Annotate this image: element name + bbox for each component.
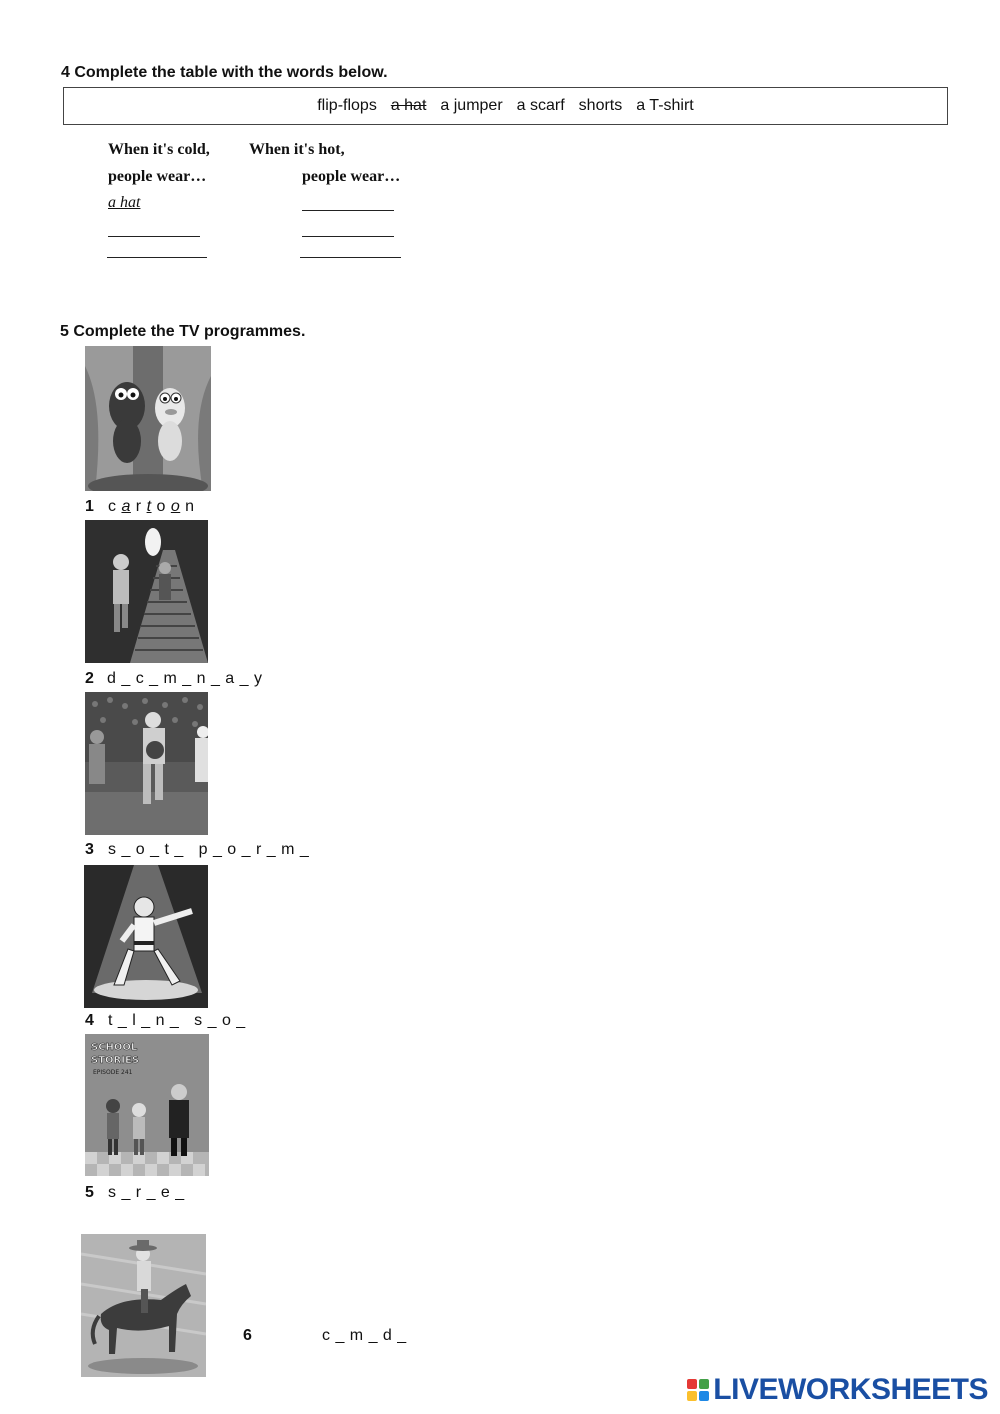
hot-answer-blank-1[interactable] [302, 196, 394, 211]
filled-letter: o [170, 498, 181, 515]
hot-answer-blank-2[interactable] [302, 222, 394, 237]
cold-answer-blank-2[interactable] [108, 222, 200, 237]
logo-square [699, 1391, 709, 1401]
logo-square [699, 1379, 709, 1389]
karate-talent-picture [84, 865, 208, 1008]
clue-letter: c [108, 498, 122, 515]
item-1-number: 1 [85, 498, 94, 515]
svg-text:SCHOOL: SCHOOL [91, 1042, 138, 1053]
filled-letter: a [121, 498, 131, 515]
hot-answer-blank-3[interactable] [300, 243, 401, 258]
svg-text:STORIES: STORIES [91, 1055, 139, 1066]
item-6-clue: c _ m _ d _ [322, 1327, 407, 1344]
cold-column-heading-line1: When it's cold, [108, 141, 210, 158]
item-6-number: 6 [243, 1327, 252, 1344]
cowboy-horse-picture [81, 1234, 206, 1377]
logo-square [687, 1391, 697, 1401]
item-3-clue: s _ o _ t _ p _ o _ r _ m _ [108, 841, 310, 858]
item-2-clue: d _ c _ m _ n _ a _ y [107, 670, 263, 687]
item-5-number: 5 [85, 1184, 94, 1201]
word-box [63, 87, 948, 125]
logo-mark-icon [687, 1379, 709, 1401]
item-5-clue: s _ r _ e _ [108, 1184, 185, 1201]
exercise-5-heading: 5 Complete the TV programmes. [60, 323, 306, 340]
cold-answer-blank-3[interactable] [107, 243, 207, 258]
item-3-number: 3 [85, 841, 94, 858]
item-4-clue: t _ l _ n _ s _ o _ [108, 1012, 246, 1029]
cartoon-monsters-picture [85, 346, 211, 491]
logo-square [687, 1379, 697, 1389]
clue-letter: r [130, 498, 147, 515]
item-4-number: 4 [85, 1012, 94, 1029]
word-a-jumper: a jumper [440, 97, 503, 114]
word-shorts: shorts [578, 97, 623, 114]
exercise-4-heading: 4 Complete the table with the words below. [61, 64, 388, 81]
school-stories-picture [85, 1034, 209, 1176]
clue-letter: o [151, 498, 171, 515]
filled-letter: t [146, 498, 152, 515]
word-a-hat: a hat [390, 97, 427, 114]
basketball-picture [85, 692, 208, 835]
word-a-scarf: a scarf [516, 97, 565, 114]
svg-text:EPISODE 241: EPISODE 241 [93, 1069, 133, 1076]
logo-text: LIVEWORKSHEETS [713, 1373, 988, 1406]
cold-column-heading-line2: people wear… [108, 168, 207, 185]
documentary-stairs-picture [85, 520, 208, 663]
item-1-clue [108, 498, 195, 516]
example-answer: a hat [108, 194, 141, 211]
liveworksheets-logo [687, 1373, 988, 1407]
word-flip-flops: flip-flops [317, 97, 377, 114]
item-2-number: 2 [85, 670, 94, 687]
hot-column-heading-line2: people wear… [302, 168, 401, 185]
hot-column-heading-line1: When it's hot, [249, 141, 345, 158]
word-a-t-shirt: a T-shirt [636, 97, 694, 114]
clue-letter: n [180, 498, 195, 515]
